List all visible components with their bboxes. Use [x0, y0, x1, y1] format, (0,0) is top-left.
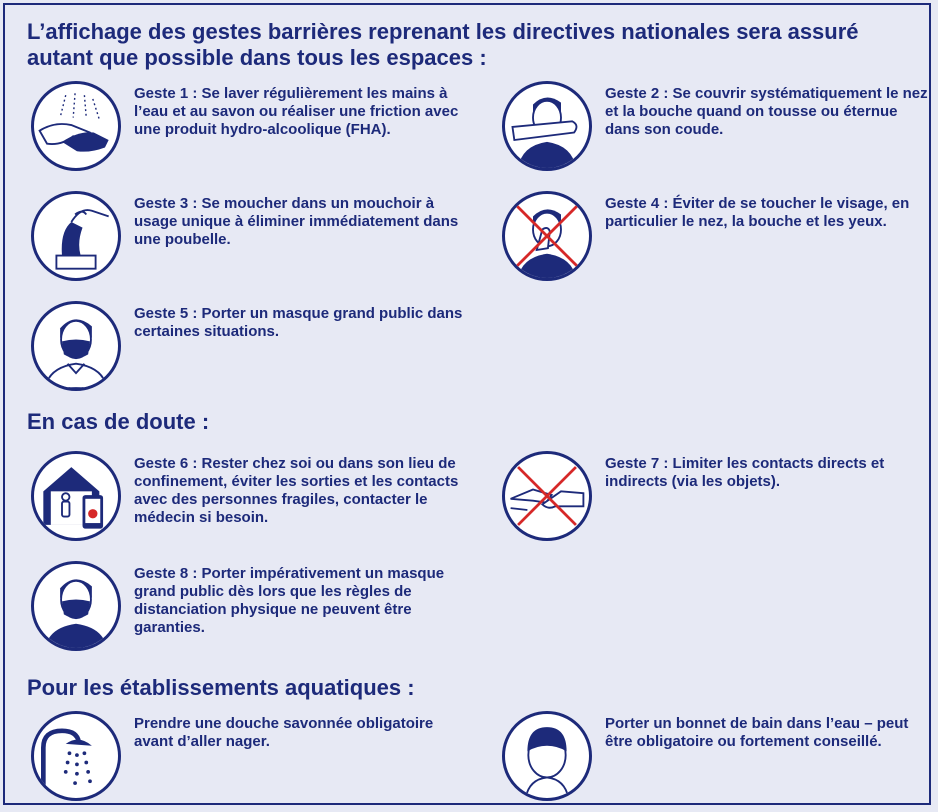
gesture-4 [502, 191, 938, 291]
gesture-7 [502, 451, 938, 551]
cough-elbow-icon [502, 81, 592, 171]
aquatic-section-title: Pour les établissements aquatiques : [27, 675, 415, 700]
aquatic-cap [502, 711, 938, 811]
poster-frame [3, 3, 931, 805]
gesture-2 [502, 81, 938, 181]
tissue-icon [31, 191, 121, 281]
gesture-7-text: Geste 7 : Limiter les contacts directs et indirects (via les objets). [605, 455, 885, 490]
gesture-5-text: Geste 5 : Porter un masque grand public dans certaines situations. [134, 305, 463, 340]
gesture-5 [31, 301, 471, 401]
mask-icon [31, 301, 121, 391]
stay-home-icon [31, 451, 121, 541]
handwash-icon [31, 81, 121, 171]
shower-icon [31, 711, 121, 801]
gesture-1-text: Geste 1 : Se laver régulièrement les mains à l’eau et au savon ou réaliser une friction avec une produit hydro-alcoolique (FHA). [134, 85, 459, 138]
gesture-8-text: Geste 8 : Porter impérativement un masque grand public dès lors que les règles de distanciation physique ne peuvent être garanties. [134, 565, 445, 636]
gesture-6-text: Geste 6 : Rester chez soi ou dans son lieu de confinement, éviter les sorties et les contacts avec des personnes fragiles, contacter le médecin si besoin. [134, 455, 459, 526]
gesture-3-text: Geste 3 : Se moucher dans un mouchoir à usage unique à éliminer immédiatement dans une poubelle. [134, 195, 459, 248]
gesture-4-text: Geste 4 : Éviter de se toucher le visage, en particulier le nez, la bouche et les yeux. [605, 195, 910, 230]
gesture-3 [31, 191, 471, 291]
aquatic-shower-text: Prendre une douche savonnée obligatoire avant d’aller nager. [134, 715, 434, 750]
swim-cap-icon [502, 711, 592, 801]
gesture-6 [31, 451, 471, 551]
gesture-8 [31, 561, 471, 661]
page-title: L’affichage des gestes barrières reprenant les directives nationales sera assuré autant que possible dans tous les espaces : [27, 19, 859, 70]
no-handshake-icon [502, 451, 592, 541]
gesture-1 [31, 81, 471, 181]
aquatic-shower [31, 711, 471, 811]
doubt-section-title: En cas de doute : [27, 409, 210, 434]
aquatic-cap-text: Porter un bonnet de bain dans l’eau – peut être obligatoire ou fortement conseillé. [605, 715, 909, 750]
no-face-touch-icon [502, 191, 592, 281]
gesture-2-text: Geste 2 : Se couvrir systématiquement le nez et la bouche quand on tousse ou éternue dans son coude. [605, 85, 928, 138]
mask-icon [31, 561, 121, 651]
